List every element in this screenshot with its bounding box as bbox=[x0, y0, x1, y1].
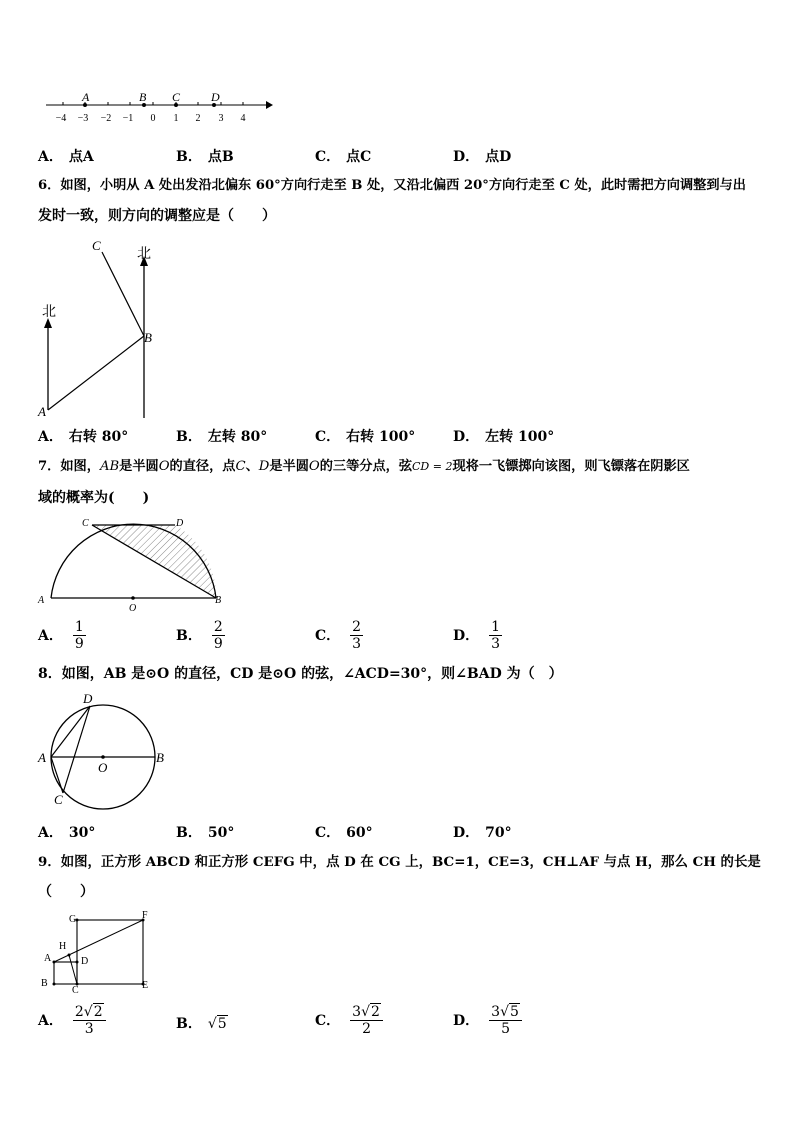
q9-option-c[interactable]: C． $\frac{3√2}{2}$ bbox=[315, 1004, 383, 1037]
q8-option-d[interactable]: D． 70° bbox=[453, 825, 512, 841]
q7-point-o: O bbox=[129, 603, 137, 614]
number-line-tick-labels bbox=[56, 113, 246, 124]
q7-point-d: D bbox=[176, 518, 184, 529]
q9-option-b[interactable]: B． √5 bbox=[176, 1016, 227, 1032]
q8-option-b[interactable]: B． 50° bbox=[176, 825, 235, 841]
north-label-b: 北 bbox=[137, 247, 151, 262]
q9-stem-line1: 9．如图，正方形 ABCD 和正方形 CEFG 中，点 D 在 CG 上，BC=1，CE=3，CH⊥AF 与点 H，那么 CH 的长是 bbox=[38, 854, 761, 870]
number-line-figure bbox=[40, 90, 280, 126]
q7-option-a[interactable]: A． $\frac{1}{9}$ bbox=[38, 619, 84, 652]
point-a-label: A bbox=[38, 404, 46, 419]
q6-stem-line2: 发时一致，则方向的调整应是（ ） bbox=[38, 208, 276, 224]
q9-point-h: H bbox=[59, 941, 67, 952]
q7-point-a: A bbox=[38, 595, 45, 606]
q7-point-c: C bbox=[82, 518, 89, 529]
q6-stem-line1: 6．如图，小明从 A 处出发沿北偏东 60°方向行走至 B 处，又沿北偏西 20°方向行走至 C 处，此时需把方向调整到与出 bbox=[38, 178, 746, 193]
q7-figure bbox=[34, 512, 234, 612]
q9-point-f: F bbox=[142, 910, 148, 921]
q9-point-a: A bbox=[44, 953, 52, 964]
q8-stem: 8．如图，AB 是⊙O 的直径，CD 是⊙O 的弦，∠ACD=30°，则∠BAD 为（ ） bbox=[38, 666, 563, 682]
q5-option-d[interactable]: D． 点D bbox=[453, 149, 512, 165]
q7-stem-line1: 7．如图，AB是半圆O的直径，点C、D是半圆O的三等分点，弦CD = 2现将一飞镖掷向该图，则飞镖落在阴影区 bbox=[38, 459, 690, 474]
q7-point-b: B bbox=[215, 595, 222, 606]
q9-point-e: E bbox=[142, 980, 149, 991]
q8-point-c: C bbox=[54, 792, 63, 807]
svg-text:0: 0 bbox=[150, 113, 156, 124]
q9-point-b: B bbox=[41, 978, 48, 989]
q7-stem-line2: 域的概率为( ) bbox=[38, 490, 150, 506]
north-label-a: 北 bbox=[42, 305, 56, 320]
svg-text:3: 3 bbox=[218, 113, 224, 124]
q8-point-a: A bbox=[38, 750, 46, 765]
q6-figure bbox=[34, 236, 174, 421]
point-label-c: C bbox=[172, 90, 181, 104]
point-label-b: B bbox=[139, 90, 147, 104]
q9-point-d: D bbox=[81, 956, 89, 967]
q8-option-c[interactable]: C． 60° bbox=[315, 825, 373, 841]
q5-option-c[interactable]: C． 点C bbox=[315, 149, 372, 165]
q8-point-b: B bbox=[156, 750, 164, 765]
svg-text:−3: −3 bbox=[77, 113, 89, 124]
q6-option-a[interactable]: A． 右转 80° bbox=[38, 429, 129, 445]
q6-option-d[interactable]: D． 左转 100° bbox=[453, 429, 555, 445]
q8-point-d: D bbox=[83, 691, 93, 706]
q8-figure bbox=[34, 686, 174, 816]
q5-option-a[interactable]: A． 点A bbox=[38, 149, 94, 165]
q5-option-b[interactable]: B． 点B bbox=[176, 149, 234, 165]
q7-option-c[interactable]: C． $\frac{2}{3}$ bbox=[315, 619, 362, 652]
svg-text:1: 1 bbox=[173, 113, 179, 124]
number-line-arrow bbox=[266, 101, 273, 109]
q8-point-o: O bbox=[98, 760, 108, 775]
svg-text:−2: −2 bbox=[100, 113, 112, 124]
q9-stem-line2: （ ） bbox=[38, 884, 94, 900]
q9-figure bbox=[34, 906, 164, 996]
point-label-a: A bbox=[82, 90, 90, 104]
q6-option-b[interactable]: B． 左转 80° bbox=[176, 429, 268, 445]
svg-text:2: 2 bbox=[195, 113, 201, 124]
q7-option-d[interactable]: D． $\frac{1}{3}$ bbox=[453, 619, 501, 652]
q6-option-c[interactable]: C． 右转 100° bbox=[315, 429, 416, 445]
point-b-label: B bbox=[144, 330, 152, 345]
svg-text:−1: −1 bbox=[122, 113, 134, 124]
q9-point-c: C bbox=[72, 985, 79, 996]
q9-option-a[interactable]: A． $\frac{2√2}{3}$ bbox=[38, 1004, 106, 1037]
svg-text:4: 4 bbox=[240, 113, 246, 124]
svg-text:−4: −4 bbox=[55, 113, 67, 124]
q9-option-d[interactable]: D． $\frac{3√5}{5}$ bbox=[453, 1004, 522, 1037]
point-c-label: C bbox=[92, 238, 101, 253]
q7-option-b[interactable]: B． $\frac{2}{9}$ bbox=[176, 619, 223, 652]
q9-point-g: G bbox=[69, 914, 77, 925]
point-label-d: D bbox=[211, 90, 220, 104]
q8-option-a[interactable]: A． 30° bbox=[38, 825, 96, 841]
